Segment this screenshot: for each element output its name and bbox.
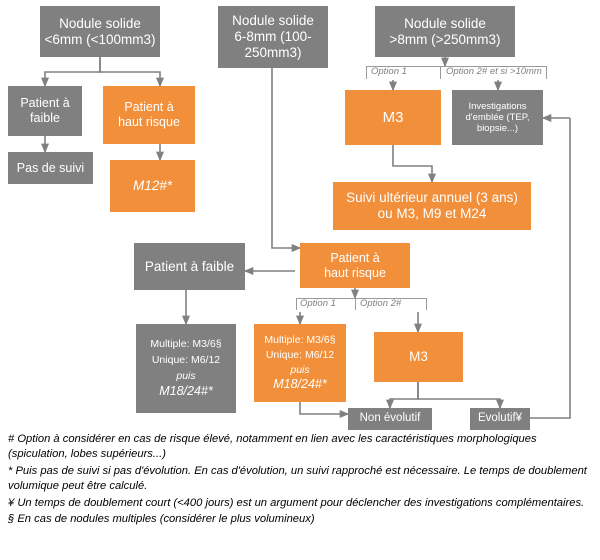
node-line-unique: Unique: M6/12 [151,354,221,367]
option-label-mid-right: Option 2# [360,298,402,309]
option-splitter-top-tick-right [546,66,547,79]
node-line-1: Nodule solide [404,15,486,31]
node-line-2: <6mm (<100mm3) [44,31,156,47]
node-nodule-solide-6-8mm [218,6,328,68]
node-m12 [110,160,195,212]
node-investigations-emblee [452,90,543,145]
node-line-2: d'emblée (TEP, [465,111,530,123]
footnote-asterisk: * Puis pas de suivi si pas d'évolution. En cas d'évolution, un suivi rapproché est nécessaire. Le temps de doublement volumique peut être calculé. [8,464,587,492]
node-line-multiple: Multiple: M3/6§ [264,334,336,347]
node-line-1: Patient à [330,250,380,265]
option-label-top-left: Option 1 [371,66,407,77]
footnotes [8,432,594,528]
node-nodule-solide-6mm [40,6,160,57]
node-label: Pas de suivi [16,160,85,175]
node-line-2: ou M3, M9 et M24 [377,206,487,221]
node-line-m18: M18/24#* [273,377,327,392]
node-orange-suivi-multiple-unique [254,324,346,402]
node-line-1: Suivi ultérieur annuel (3 ans) [346,190,518,206]
node-line-2: >8mm (>250mm3) [389,31,501,47]
node-nodule-solide-8mm [375,6,515,57]
node-m3-top [345,90,441,145]
option-splitter-mid-tick-left [296,298,297,310]
node-line-puis: puis [290,363,310,376]
node-label: M3 [409,349,428,365]
option-splitter-top-tick-mid [440,66,441,79]
node-line-1: Patient à [124,100,174,115]
option-splitter-top-tick-left [366,66,367,79]
node-line-3: 250mm3) [244,44,302,60]
node-line-multiple: Multiple: M3/6§ [150,338,222,351]
node-line-1: Nodule solide [232,13,314,29]
node-label: M3 [382,108,404,126]
node-line-m18: M18/24#* [159,384,213,399]
node-line-1: Investigations [468,100,527,112]
node-patient-a-faible-1 [8,86,82,136]
node-line-2: haut risque [118,115,180,129]
option-splitter-mid-tick-right [426,298,427,310]
node-line-2: 6-8mm (100- [234,29,312,45]
node-evolutif [470,408,530,430]
node-gray-suivi-multiple-unique [136,324,236,413]
node-line-1: Nodule solide [59,15,141,31]
node-line-unique: Unique: M6/12 [265,349,335,362]
node-label: M12#* [132,178,173,194]
option-label-mid-left: Option 1 [300,298,336,309]
node-patient-haut-risque-1 [103,86,195,144]
footnote-hash: # Option à considérer en cas de risque élevé, notamment en lien avec les caractéristiques morphologiques (spiculation, lobes supérieurs...) [8,433,537,460]
node-label: Patient à faible [144,258,235,274]
node-line-puis: puis [176,369,196,382]
node-patient-a-faible-2 [134,243,245,290]
node-suivi-ulterieur-annuel [333,182,531,230]
node-m3-bottom [374,332,463,382]
option-splitter-mid-tick-mid [355,298,356,310]
node-non-evolutif [348,408,432,430]
node-label: Evolutif¥ [477,412,523,425]
node-patient-haut-risque-2 [300,243,410,288]
node-label: Non évolutif [359,412,421,425]
node-line-2: haut risque [324,265,386,280]
option-label-top-right: Option 2# et si >10mm [446,66,542,77]
node-pas-de-suivi [8,152,93,184]
node-line-3: biopsie...) [476,123,519,135]
node-label: Patient à faible [20,96,70,125]
footnote-section: § En cas de nodules multiples (considérer le plus volumineux) [8,513,315,526]
footnote-yen: ¥ Un temps de doublement court (<400 jours) est un argument pour déclencher des investigations complémentaires. [8,496,585,509]
